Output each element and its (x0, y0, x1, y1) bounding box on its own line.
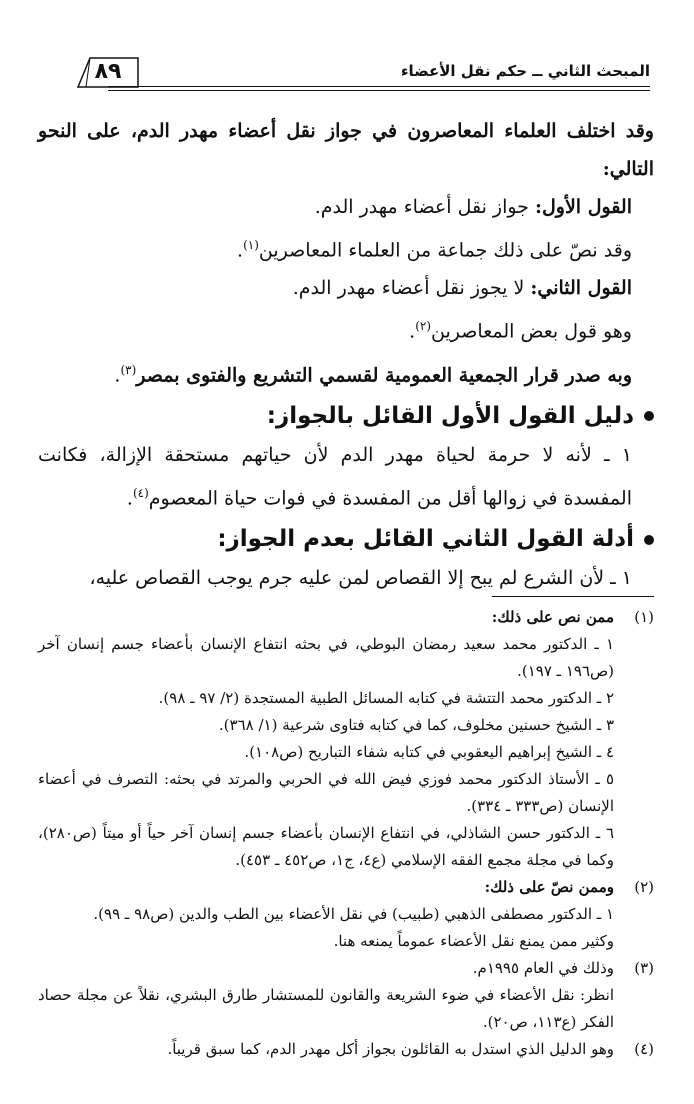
decision-text: وبه صدر قرار الجمعية العمومية لقسمي التشريع والفتوى بمصر (136, 363, 632, 386)
footnote-line: ٤ ـ الشيخ إبراهيم اليعقوبي في كتابه شفاء التباريح (ص١٠٨). (244, 743, 614, 761)
footnote-line: وممن نصّ على ذلك: (484, 878, 614, 896)
second-evidence-paragraph: ١ ـ لأن الشرع لم يبح إلا القصاص لمن عليه جرم يوجب القصاص عليه، (89, 567, 632, 590)
footnote-line: انظر: نقل الأعضاء في ضوء الشريعة والقانون للمستشار طارق البشري، نقلاً عن مجلة حصاد الفكر (ع١١٣، ص٢٠). (38, 986, 614, 1031)
opinion-two-support (38, 307, 654, 350)
heading-text: أدلة القول الثاني القائل بعدم الجواز: (217, 526, 634, 553)
footnote-line: ١ ـ الدكتور محمد سعيد رمضان البوطي، في بحثه انتفاع الإنسان بأعضاء جسم إنسان آخر (ص١٩٦ ـ ١٩٧). (38, 635, 614, 680)
footnote-number: (١) (634, 608, 654, 626)
main-text (38, 112, 654, 597)
header-rule (108, 86, 650, 87)
section-heading-second-evidence (38, 519, 654, 559)
page-header (38, 56, 650, 96)
decision-line (38, 351, 654, 394)
opinion-one-label: القول الأول: (534, 196, 632, 218)
footnote-2 (38, 874, 654, 955)
page-number: ٨٩ (94, 59, 122, 84)
first-evidence-text: ١ ـ لأنه لا حرمة لحياة مهدر الدم لأن حياتهم مستحقة الإزالة، فكانت المفسدة في زوالها أقل من المفسدة في فوات حياة المعصوم (38, 443, 632, 510)
heading-text: دليل القول الأول القائل بالجواز: (266, 402, 634, 429)
footnote-number: (٤) (634, 1040, 654, 1058)
period: . (114, 363, 121, 386)
bullet-icon (644, 535, 654, 545)
footnote-number: (٣) (634, 959, 654, 977)
opinion-one-support-text: وقد نصّ على ذلك جماعة من العلماء المعاصرين (258, 239, 632, 262)
footnote-number: (٢) (634, 878, 654, 896)
opinion-two-text: لا يجوز نقل أعضاء مهدر الدم. (292, 277, 531, 300)
footnote-ref-1[interactable]: (١) (243, 238, 259, 252)
footnote-1 (38, 604, 654, 874)
period: . (237, 239, 244, 262)
footnote-3 (38, 955, 654, 1036)
footnote-line: ١ ـ الدكتور مصطفى الذهبي (طبيب) في نقل الأعضاء بين الطب والدين (ص٩٨ ـ ٩٩). (93, 905, 614, 923)
footnote-line: ٥ ـ الأستاذ الدكتور محمد فوزي فيض الله في الحربي والمرتد في بحثه: التصرف في أعضاء الإنسان (ص٣٣٣ ـ ٣٣٤). (38, 770, 614, 815)
footnote-separator (492, 596, 654, 597)
header-rule-thin (108, 90, 650, 91)
opinion-one-text: جواز نقل أعضاء مهدر الدم. (314, 196, 535, 218)
opinion-two-support-text: وهو قول بعض المعاصرين (431, 320, 632, 343)
opinion-two (38, 269, 654, 307)
footnote-line: ٦ ـ الدكتور حسن الشاذلي، في انتفاع الإنسان بأعضاء جسم إنسان آخر حياً أو ميتاً (ص٢٨٠)، وكما في مجلة مجمع الفقه الإسلامي (ع٤، ج١، ص٤٥٢ ـ ٤٥٣). (38, 824, 614, 869)
footnote-line: وكثير ممن يمنع نقل الأعضاء عموماً يمنعه هنا. (333, 932, 614, 950)
period: . (409, 320, 416, 343)
footnote-line: وذلك في العام ١٩٩٥م. (472, 959, 614, 977)
intro-paragraph: وقد اختلف العلماء المعاصرون في جواز نقل أعضاء مهدر الدم، على النحو التالي: (38, 120, 654, 180)
footnote-ref-4[interactable]: (٤) (132, 485, 149, 500)
footnotes (38, 604, 654, 1063)
footnote-line: ٢ ـ الدكتور محمد التتشة في كتابه المسائل الطبية المستجدة (٢/ ٩٧ ـ ٩٨). (158, 689, 614, 707)
footnote-ref-2[interactable]: (٢) (415, 319, 432, 334)
footnote-ref-3[interactable]: (٣) (120, 362, 137, 377)
section-heading-first-evidence (38, 396, 654, 436)
footnote-4 (38, 1036, 654, 1063)
footnote-line: وهو الدليل الذي استدل به القائلون بجواز أكل مهدر الدم، كما سبق قريباً. (167, 1040, 614, 1058)
page-number-frame (76, 56, 140, 88)
opinion-one (38, 188, 654, 226)
footnote-line: ممن نص على ذلك: (491, 608, 614, 626)
bullet-icon (644, 411, 654, 421)
footnote-line: ٣ ـ الشيخ حسنين مخلوف، كما في كتابه فتاوى شرعية (١/ ٣٦٨). (218, 716, 614, 734)
first-evidence-paragraph (38, 436, 654, 517)
opinion-two-label: القول الثاني: (530, 277, 632, 300)
period: . (126, 487, 133, 510)
chapter-title: المبحث الثاني ــ حكم نقل الأعضاء (400, 62, 650, 80)
opinion-one-support (38, 226, 654, 269)
